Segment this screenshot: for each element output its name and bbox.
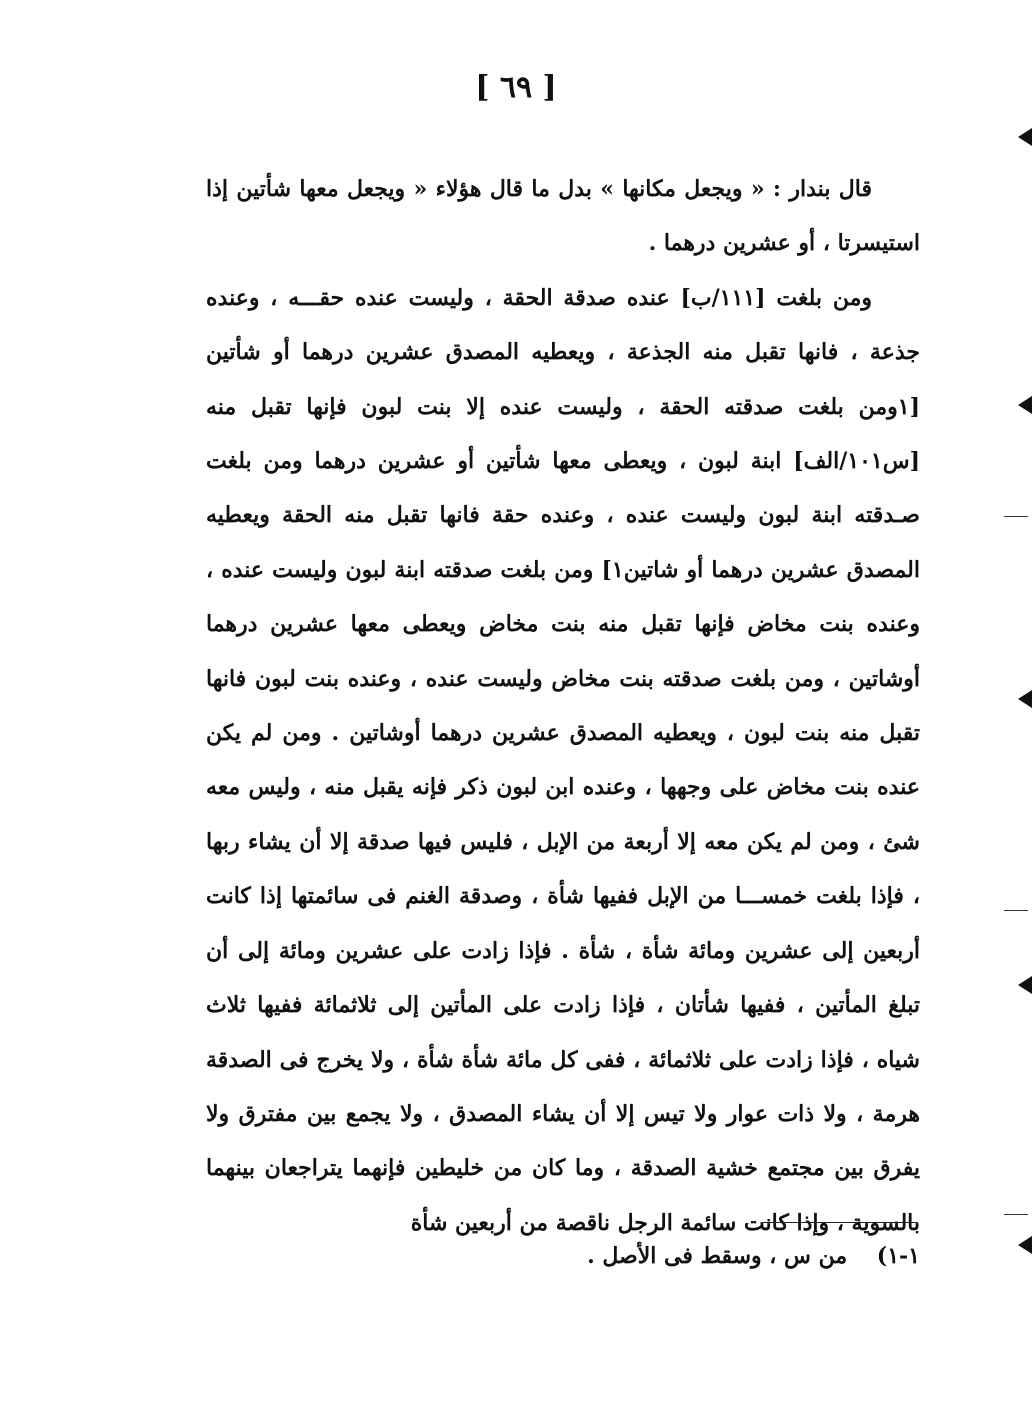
binding-tick-2 [1004,910,1028,911]
binding-tick-1 [1004,516,1028,517]
paragraph-1: قال بندار : « ويجعل مكانها » بدل ما قال هؤلاء « ويجعل معها شأتين إذا استيسرتا ، أو عشرين درهما . [206,176,920,257]
binding-tick-3 [1004,1214,1028,1215]
binding-mark-5 [1018,1236,1032,1254]
footnote-divider [762,1222,918,1223]
binding-mark-3 [1018,690,1032,708]
footnote [560,1238,920,1274]
binding-mark-1 [1018,128,1032,146]
page-number: [ ٦٩ ] [475,70,557,105]
binding-mark-2 [1018,396,1032,414]
binding-mark-4 [1018,976,1032,994]
footnote-text: من س ، وسقط فى الأصل . [587,1243,848,1269]
main-text [206,162,920,1250]
paragraph-2: ومن بلغت [١١١/ب] عنده صدقة الحقة ، وليست عنده حقـــه ، وعنده جذعة ، فانها تقبل منه الجذعة ، ويعطيه المصدق عشرين درهما أو شأتين [١ومن بلغت صدقته الحقة ، وليست عنده إلا بنت لبون فإنها تقبل منه [س١٠١/الف] ابنة لبون ، ويعطى معها شأتين أو عشرين درهما ومن بلغت صـدقته ابنة لبون وليست عنده ، وعنده حقة فانها تقبل منه الحقة ويعطيه المصدق عشرين درهما أو شاتين١] ومن بلغت صدقته ابنة لبون وليست عنده ، وعنده بنت مخاض فإنها تقبل منه بنت مخاض ويعطى معها عشرين درهما أوشاتين ، ومن بلغت صدقته بنت مخاض وليست عنده ، وعنده بنت لبون فانها تقبل منه بنت لبون ، ويعطيه المصدق عشرين درهما أوشاتين . ومن لم يكن عنده بنت مخاض على وجهها ، وعنده ابن لبون ذكر فإنه يقبل منه ، وليس معه شئ ، ومن لم يكن معه إلا أربعة من الإبل ، فليس فيها صدقة إلا أن يشاء ربها ، فإذا بلغت خمســـا من الإبل ففيها شأة ، وصدقة الغنم فى سائمتها إذا كانت أربعين إلى عشرين ومائة شأة ، شأة . فإذا زادت على عشرين ومائة إلى أن تبلغ المأتين ، ففيها شأتان ، فإذا زادت على المأتين إلى ثلاثمائة ففيها ثلاث شياه ، فإذا زادت على ثلاثمائة ، ففى كل مائة شأة شأة ، ولا يخرج فى الصدقة هرمة ، ولا ذات عوار ولا تيس إلا أن يشاء المصدق ، ولا يجمع بين مفترق ولا يفرق بين مجتمع خشية الصدقة ، وما كان من خليطين فإنهما يتراجعان بينهما بالسوية ، وإذا كانت سائمة الرجل ناقصة من أربعين شأة [206,284,920,1236]
footnote-marker: ١-١) [876,1243,920,1269]
